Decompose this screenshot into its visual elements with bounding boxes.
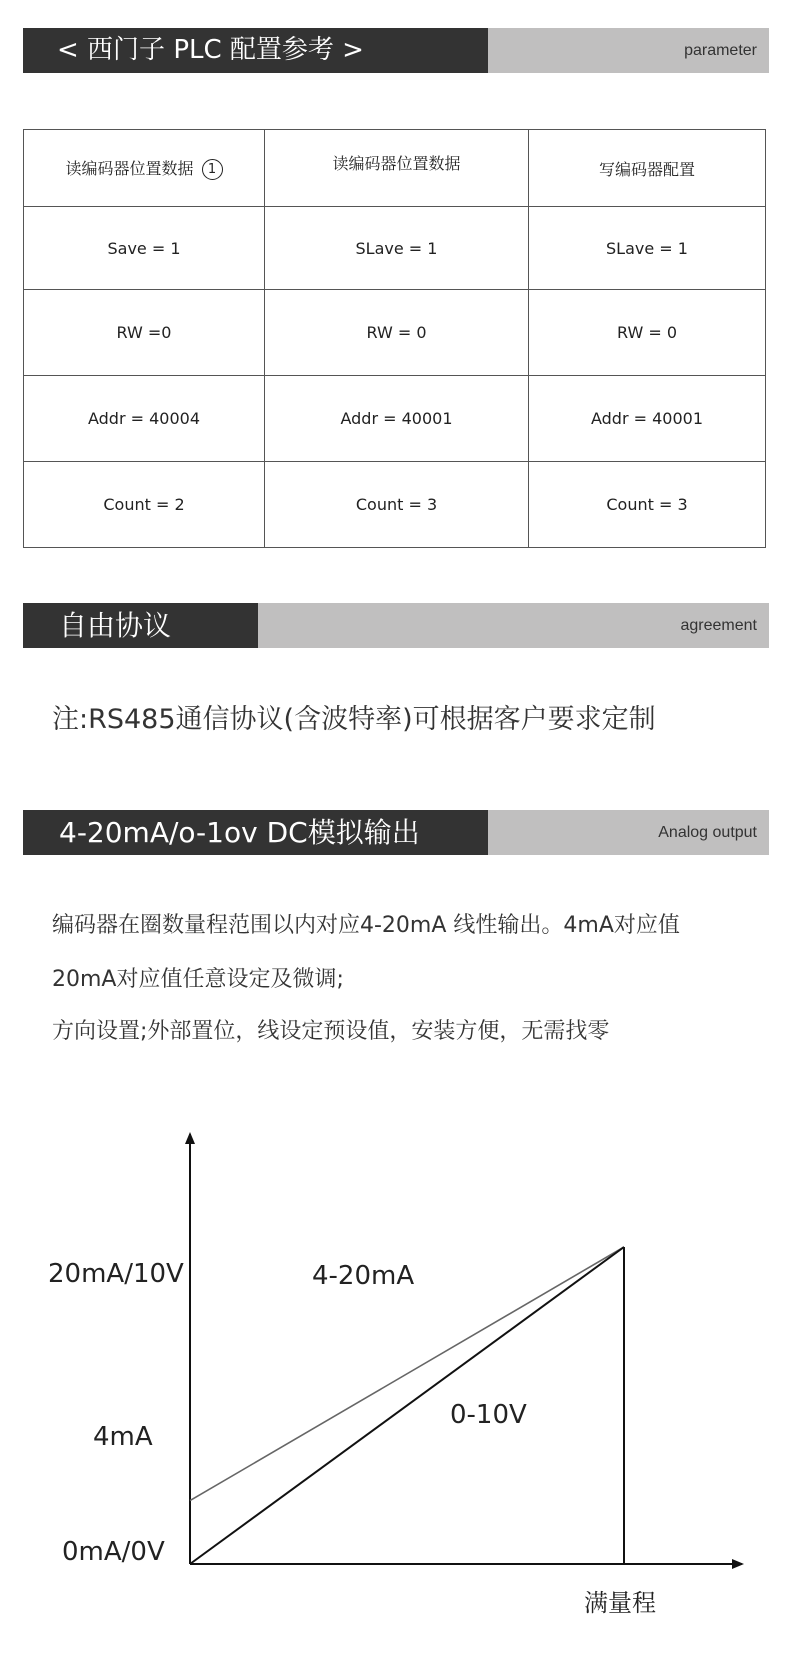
table-row	[24, 376, 766, 462]
y-tick-label: 0mA/0V	[62, 1537, 165, 1567]
table-row	[24, 207, 766, 290]
y-tick-label: 20mA/10V	[48, 1259, 184, 1289]
section-title: 自由协议	[23, 603, 258, 648]
series-label: 4-20mA	[312, 1261, 415, 1291]
table-row	[24, 290, 766, 376]
table-cell: Save = 1	[24, 207, 265, 290]
header-label: 读编码器位置数据	[332, 153, 461, 173]
series-line	[190, 1247, 624, 1564]
analog-desc-line: 方向设置;外部置位，线设定预设值，安装方便，无需找零	[52, 1019, 610, 1044]
table-cell: SLave = 1	[265, 207, 529, 290]
table-header-cell	[24, 130, 265, 207]
table-header-cell	[265, 130, 529, 207]
analog-desc-line: 20mA对应值任意设定及微调;	[52, 967, 344, 992]
table-row	[24, 462, 766, 548]
section-tag: agreement	[680, 617, 757, 634]
table-cell: RW = 0	[529, 290, 766, 376]
table-cell: RW =0	[24, 290, 265, 376]
table-header-cell	[529, 130, 766, 207]
header-label: 读编码器位置数据	[65, 159, 194, 178]
y-tick-label: 4mA	[93, 1422, 153, 1452]
plc-config-table	[23, 129, 766, 548]
section-header-plc	[23, 28, 769, 73]
analog-output-chart	[0, 1120, 790, 1640]
x-axis-label: 满量程	[584, 1589, 656, 1617]
analog-desc-line: 编码器在圈数量程范围以内对应4-20mA 线性输出。4mA对应值	[52, 913, 680, 938]
header-label: 写编码器配置	[598, 159, 695, 179]
section-tag: Analog output	[658, 824, 757, 841]
table-cell: Addr = 40004	[24, 376, 265, 462]
circled-number-marker: 1	[202, 159, 223, 180]
table-header-row	[24, 130, 766, 207]
section-header-analog	[23, 810, 769, 855]
agreement-note: 注:RS485通信协议(含波特率)可根据客户要求定制	[52, 704, 656, 735]
section-title: 4-20mA/o-1ov DC模拟输出	[23, 810, 488, 855]
section-tag: parameter	[684, 42, 757, 59]
table-cell: SLave = 1	[529, 207, 766, 290]
table-cell: Count = 3	[265, 462, 529, 548]
table-cell: RW = 0	[265, 290, 529, 376]
table-cell: Count = 3	[529, 462, 766, 548]
table-cell: Addr = 40001	[265, 376, 529, 462]
section-header-agreement	[23, 603, 769, 648]
table-cell: Count = 2	[24, 462, 265, 548]
table-cell: Addr = 40001	[529, 376, 766, 462]
series-label: 0-10V	[450, 1400, 527, 1430]
section-title: < 西门子 PLC 配置参考 >	[23, 28, 488, 73]
